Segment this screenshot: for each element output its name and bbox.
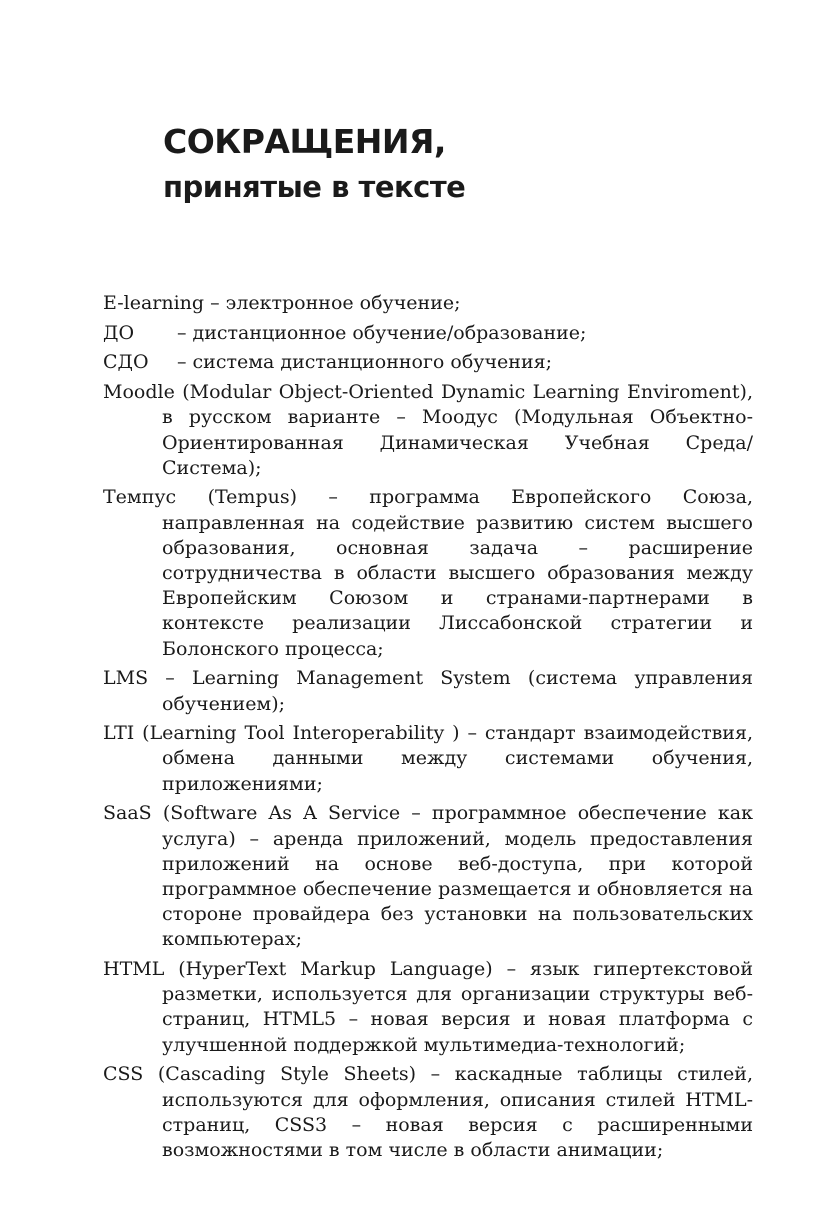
abbreviation-term: SaaS bbox=[103, 802, 152, 825]
abbreviation-term: LMS bbox=[103, 667, 149, 690]
abbreviation-definition: – Learning Management System (система управления обучением); bbox=[148, 667, 753, 715]
page-title bbox=[163, 118, 465, 208]
abbreviation-entry-saas bbox=[103, 801, 753, 952]
abbreviation-term: LTI bbox=[103, 722, 135, 745]
abbreviation-term: Moodle bbox=[103, 381, 175, 404]
abbreviation-definition: (Cascading Style Sheets) – каскадные таблицы стилей, используются для оформления, описания стилей HTML-страниц, CSS3 – новая версия с расширенными возможностями в том числе в области анимации; bbox=[143, 1063, 753, 1161]
abbreviation-entry-lti bbox=[103, 721, 753, 797]
abbreviation-entry-css bbox=[103, 1062, 753, 1163]
abbreviation-term: ДО bbox=[103, 321, 135, 344]
abbreviation-term: E-learning bbox=[103, 292, 205, 314]
abbreviation-definition: (Software As A Service – программное обеспечение как услуга) – аренда приложений, модель предоставления приложений на основе веб-доступа, при которой программное обеспечение размещается и обновляется на стороне провайдера без установки на пользовательских компьютерах; bbox=[151, 802, 753, 951]
abbreviation-entry-do bbox=[103, 321, 753, 346]
abbreviation-term: CSS bbox=[103, 1063, 144, 1086]
abbreviation-definition: (Modular Object-Oriented Dynamic Learning Enviroment), в русском варианте – Моодус (Модульная Объектно-Ориентированная Динамическая Учебная Среда/Система); bbox=[162, 381, 753, 479]
page-title-line-2: принятые в тексте bbox=[163, 170, 466, 204]
abbreviation-definition: – электронное обучение; bbox=[204, 292, 461, 314]
abbreviation-term: HTML bbox=[103, 958, 165, 981]
abbreviation-entry-elearning bbox=[103, 291, 753, 316]
abbreviation-definition: (Learning Tool Interoperability ) – стандарт взаимодействия, обмена данными между системами обучения, приложениями; bbox=[134, 722, 753, 795]
abbreviation-term: Темпус bbox=[103, 486, 177, 509]
abbreviation-term: СДО bbox=[103, 351, 149, 374]
abbreviation-entry-sdo bbox=[103, 350, 753, 375]
abbreviation-definition: (HyperText Markup Language) – язык гипертекстовой разметки, используется для организации структуры веб-страниц, HTML5 – новая версия и новая платформа с улучшенной поддержкой мультимедиа-технологий; bbox=[162, 958, 753, 1056]
abbreviation-entry-tempus bbox=[103, 485, 753, 661]
abbreviation-definition: (Tempus) – программа Европейского Союза, направленная на содействие развитию систем высшего образования, основная задача – расширение сотрудничества в области высшего образования между Европейским Союзом и странами-партнерами в контексте реализации Лиссабонской стратегии и Болонского процесса; bbox=[162, 486, 753, 660]
page-title-line-1: СОКРАЩЕНИЯ, bbox=[163, 122, 446, 161]
abbreviation-entry-html bbox=[103, 957, 753, 1058]
abbreviation-definition: – дистанционное обучение/образование; bbox=[177, 321, 587, 344]
abbreviation-entry-moodle bbox=[103, 380, 753, 481]
abbreviation-definition: – система дистанционного обучения; bbox=[177, 351, 552, 374]
abbreviation-list bbox=[103, 291, 753, 1168]
abbreviation-entry-lms bbox=[103, 666, 753, 716]
